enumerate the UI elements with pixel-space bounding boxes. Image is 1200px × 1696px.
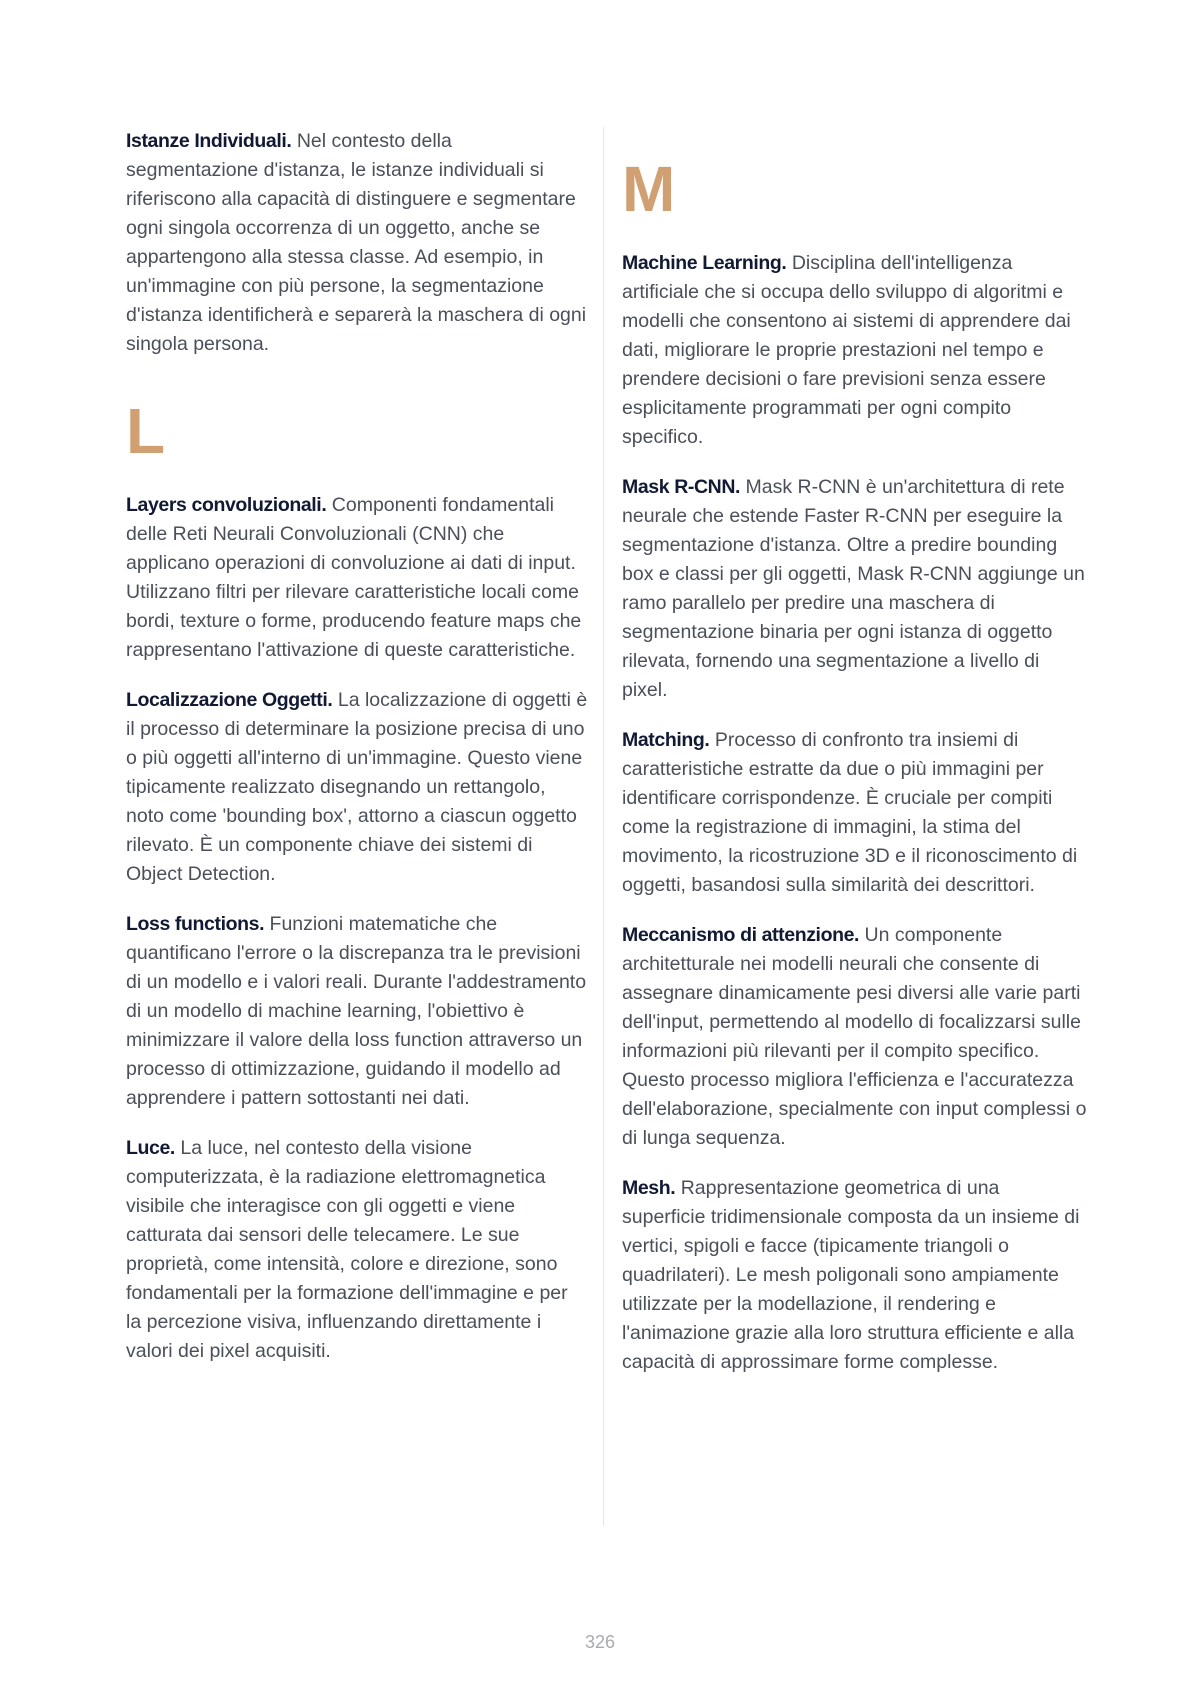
glossary-term: Mask R-CNN (622, 476, 736, 498)
left-column (126, 127, 588, 1387)
glossary-definition: Disciplina dell'intelligenza artificiale che si occupa dello sviluppo di algoritmi e modelli che consentono ai sistemi di apprendere dai dati, migliorare le proprie prestazioni nel tempo e prendere decisioni o fare previsioni senza essere esplicitamente programmati per ogni compito specifico. (622, 252, 1071, 448)
glossary-entry: Loss functions. Funzioni matematiche che quantificano l'errore o la discrepanza tra le previsioni di un modello e i valori reali. Durante l'addestramento di un modello di machine learning, l'obiettivo è minimizzare il valore della loss function attraverso un processo di ottimizzazione, guidando il modello ad apprendere i pattern sottostanti nei dati. (126, 913, 587, 1109)
glossary-definition: Un componente architetturale nei modelli neurali che consente di assegnare dinamicamente pesi diversi alle varie parti dell'input, permettendo al modello di focalizzarsi sulle informazioni più rilevanti per il compito specifico. Questo processo migliora l'efficienza e l'accuratezza dell'elaborazione, specialmente con input complessi o di lunga sequenza. (622, 924, 1087, 1149)
glossary-definition: Nel contesto della segmentazione d'istanza, le istanze individuali si riferiscono alla capacità di distinguere e segmentare ogni singola occorrenza di un oggetto, anche se appartengono alla stessa classe. Ad esempio, in un'immagine con più persone, la segmentazione d'istanza identificherà e separerà la maschera di ogni singola persona. (126, 130, 587, 355)
glossary-entry: Mask R-CNN. Mask R-CNN è un'architettura di rete neurale che estende Faster R-CNN per eseguire la segmentazione d'istanza. Oltre a predire bounding box e classi per gli oggetti, Mask R-CNN aggiunge un ramo parallelo per predire una maschera di segmentazione binaria per ogni istanza di oggetto rilevata, fornendo una segmentazione a livello di pixel. (622, 476, 1085, 701)
glossary-term: Localizzazione Oggetti (126, 689, 328, 711)
glossary-definition: Componenti fondamentali delle Reti Neurali Convoluzionali (CNN) che applicano operazioni di convoluzione ai dati di input. Utilizzano filtri per rilevare caratteristiche locali come bordi, texture o forme, producendo feature maps che rappresentano l'attivazione di queste caratteristiche. (126, 494, 582, 661)
glossary-term: Layers convoluzionali (126, 494, 322, 516)
glossary-term: Luce (126, 1137, 170, 1159)
column-divider (603, 127, 604, 1526)
glossary-entry: Luce. La luce, nel contesto della visione computerizzata, è la radiazione elettromagnetica visibile che interagisce con gli oggetti e viene catturata dai sensori delle telecamere. Le sue proprietà, come intensità, colore e direzione, sono fondamentali per la formazione dell'immagine e per la percezione visiva, influenzando direttamente i valori dei pixel acquisiti. (126, 1137, 568, 1362)
glossary-term: Istanze Individuali (126, 130, 287, 152)
glossary-definition: Rappresentazione geometrica di una superficie tridimensionale composta da un insieme di vertici, spigoli e facce (tipicamente triangoli o quadrilateri). Le mesh poligonali sono ampiamente utilizzate per la modellazione, il rendering e l'animazione grazie alla loro struttura efficiente e alla capacità di approssimare forme complesse. (622, 1177, 1080, 1373)
glossary-term: Meccanismo di attenzione (622, 924, 855, 946)
glossary-term: Machine Learning (622, 252, 782, 274)
glossary-entry: Matching. Processo di confronto tra insiemi di caratteristiche estratte da due o più immagini per identificare corrispondenze. È cruciale per compiti come la registrazione di immagini, la stima del movimento, la ricostruzione 3D e il riconoscimento di oggetti, basandosi sulla similarità dei descrittori. (622, 729, 1078, 896)
glossary-definition: Processo di confronto tra insiemi di caratteristiche estratte da due o più immagini per identificare corrispondenze. È cruciale per compiti come la registrazione di immagini, la stima del movimento, la ricostruzione 3D e il riconoscimento di oggetti, basandosi sulla similarità dei descrittori. (622, 729, 1078, 896)
section-letter-m: M (622, 153, 676, 225)
glossary-entry: Layers convoluzionali. Componenti fondamentali delle Reti Neurali Convoluzionali (CNN) che applicano operazioni di convoluzione ai dati di input. Utilizzano filtri per rilevare caratteristiche locali come bordi, texture o forme, producendo feature maps che rappresentano l'attivazione di queste caratteristiche. (126, 494, 582, 661)
glossary-entry: Meccanismo di attenzione. Un componente architetturale nei modelli neurali che consente di assegnare dinamicamente pesi diversi alle varie parti dell'input, permettendo al modello di focalizzarsi sulle informazioni più rilevanti per il compito specifico. Questo processo migliora l'efficienza e l'accuratezza dell'elaborazione, specialmente con input complessi o di lunga sequenza. (622, 924, 1087, 1149)
glossary-entry: Istanze Individuali. Nel contesto della segmentazione d'istanza, le istanze individuali si riferiscono alla capacità di distinguere e segmentare ogni singola occorrenza di un oggetto, anche se appartengono alla stessa classe. Ad esempio, in un'immagine con più persone, la segmentazione d'istanza identificherà e separerà la maschera di ogni singola persona. (126, 130, 587, 355)
glossary-term: Loss functions (126, 913, 260, 935)
glossary-entry: Mesh. Rappresentazione geometrica di una superficie tridimensionale composta da un insieme di vertici, spigoli e facce (tipicamente triangoli o quadrilateri). Le mesh poligonali sono ampiamente utilizzate per la modellazione, il rendering e l'animazione grazie alla loro struttura efficiente e alla capacità di approssimare forme complesse. (622, 1177, 1080, 1373)
glossary-definition: Funzioni matematiche che quantificano l'errore o la discrepanza tra le previsioni di un modello e i valori reali. Durante l'addestramento di un modello di machine learning, l'obiettivo è minimizzare il valore della loss function attraverso un processo di ottimizzazione, guidando il modello ad apprendere i pattern sottostanti nei dati. (126, 913, 587, 1109)
page-number: 326 (584, 1632, 616, 1652)
glossary-term: Matching (622, 729, 705, 751)
glossary-definition: La localizzazione di oggetti è il processo di determinare la posizione precisa di uno o più oggetti all'interno di un'immagine. Questo viene tipicamente realizzato disegnando un rettangolo, noto come 'bounding box', attorno a ciascun oggetto rilevato. È un componente chiave dei sistemi di Object Detection. (126, 689, 588, 885)
glossary-definition: Mask R-CNN è un'architettura di rete neurale che estende Faster R-CNN per eseguire la segmentazione d'istanza. Oltre a predire bounding box e classi per gli oggetti, Mask R-CNN aggiunge un ramo parallelo per predire una maschera di segmentazione binaria per ogni istanza di oggetto rilevata, fornendo una segmentazione a livello di pixel. (622, 476, 1085, 701)
glossary-term: Mesh (622, 1177, 671, 1199)
glossary-definition: La luce, nel contesto della visione computerizzata, è la radiazione elettromagnetica visibile che interagisce con gli oggetti e viene catturata dai sensori delle telecamere. Le sue proprietà, come intensità, colore e direzione, sono fondamentali per la formazione dell'immagine e per la percezione visiva, influenzando direttamente i valori dei pixel acquisiti. (126, 1137, 568, 1362)
right-column (622, 127, 1088, 1398)
glossary-entry: Machine Learning. Disciplina dell'intelligenza artificiale che si occupa dello sviluppo di algoritmi e modelli che consentono ai sistemi di apprendere dai dati, migliorare le proprie prestazioni nel tempo e prendere decisioni o fare previsioni senza essere esplicitamente programmati per ogni compito specifico. (622, 252, 1071, 448)
section-letter-l: L (126, 395, 166, 467)
glossary-entry: Localizzazione Oggetti. La localizzazione di oggetti è il processo di determinare la posizione precisa di uno o più oggetti all'interno di un'immagine. Questo viene tipicamente realizzato disegnando un rettangolo, noto come 'bounding box', attorno a ciascun oggetto rilevato. È un componente chiave dei sistemi di Object Detection. (126, 689, 588, 885)
